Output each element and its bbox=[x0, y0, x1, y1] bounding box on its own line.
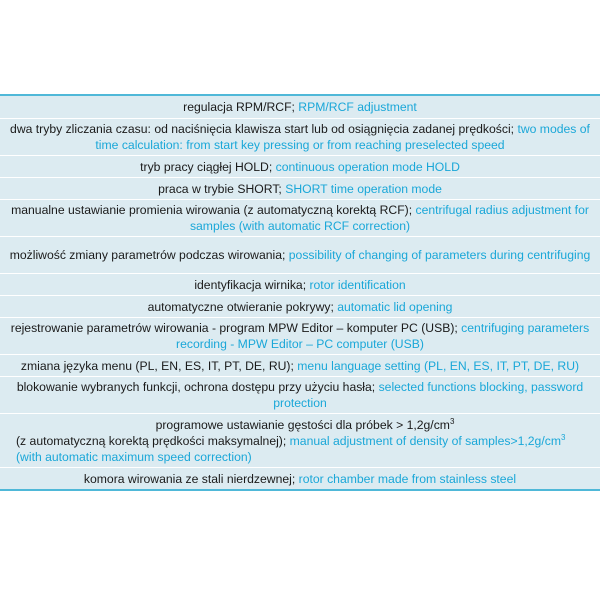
feature-row bbox=[0, 376, 600, 413]
feature-text-en: RPM/RCF adjustment bbox=[298, 100, 417, 114]
feature-text-pl: regulacja RPM/RCF; bbox=[183, 100, 299, 114]
feature-text-pl: manualne ustawianie promienia wirowania (z automatyczną korektą RCF); bbox=[11, 203, 416, 217]
feature-row bbox=[0, 467, 600, 489]
feature-row bbox=[0, 273, 600, 295]
feature-text bbox=[158, 181, 442, 197]
feature-row bbox=[0, 295, 600, 317]
feature-text bbox=[84, 471, 516, 487]
feature-row bbox=[0, 413, 600, 467]
feature-row bbox=[0, 118, 600, 155]
feature-text-pl: praca w trybie SHORT; bbox=[158, 181, 286, 196]
feature-row bbox=[0, 354, 600, 376]
feature-text-pl: tryb pracy ciągłej HOLD; bbox=[140, 159, 276, 174]
feature-row bbox=[0, 155, 600, 177]
feature-text bbox=[6, 320, 594, 352]
superscript-en: 3 bbox=[560, 432, 566, 442]
feature-text-en: menu language setting (PL, EN, ES, IT, PT, DE, RU) bbox=[297, 358, 580, 373]
feature-text-pl: identyfikacja wirnika; bbox=[194, 277, 310, 292]
feature-row bbox=[0, 96, 600, 118]
feature-text-pl: zmiana języka menu (PL, EN, ES, IT, PT, DE, RU); bbox=[20, 358, 298, 373]
feature-text bbox=[6, 121, 594, 153]
feature-text-pl: programowe ustawianie gęstości dla próbek > 1,2g/cm bbox=[155, 417, 450, 432]
feature-text bbox=[6, 202, 594, 234]
feature-text-pl: możliwość zmiany parametrów podczas wirowania; bbox=[9, 248, 289, 262]
feature-text-en: (with automatic maximum speed correction) bbox=[16, 449, 252, 464]
feature-text-pl: dwa tryby zliczania czasu: od naciśnięcia klawisza start lub od osiągnięcia zadanej prędkości; bbox=[10, 122, 518, 136]
feature-text-pl-line bbox=[16, 417, 594, 433]
feature-text-mixed-line bbox=[16, 433, 594, 449]
feature-text-en: rotor chamber made from stainless steel bbox=[298, 471, 517, 486]
feature-text bbox=[6, 417, 594, 465]
feature-text-en: selected functions blocking, password protection bbox=[273, 380, 584, 410]
feature-text-en: possibility of changing of parameters during centrifuging bbox=[288, 248, 591, 262]
feature-text bbox=[6, 379, 594, 411]
feature-text-en: automatic lid opening bbox=[337, 299, 453, 314]
feature-text bbox=[194, 277, 405, 293]
feature-text bbox=[21, 358, 579, 374]
feature-row bbox=[0, 199, 600, 236]
feature-text bbox=[148, 299, 453, 315]
feature-text bbox=[10, 247, 591, 263]
feature-text-en: continuous operation mode HOLD bbox=[275, 159, 460, 174]
feature-text-en: two modes of time calculation: from start key pressing or from reaching preselected speed bbox=[95, 122, 590, 152]
feature-text bbox=[183, 99, 417, 115]
feature-text-en: centrifugal radius adjustment for samples (with automatic RCF correction) bbox=[189, 203, 589, 233]
feature-text bbox=[140, 159, 460, 175]
feature-text-en: SHORT time operation mode bbox=[285, 181, 442, 196]
feature-row bbox=[0, 177, 600, 199]
feature-text-pl: komora wirowania ze stali nierdzewnej; bbox=[83, 471, 299, 486]
feature-text-en: rotor identification bbox=[309, 277, 406, 292]
feature-text-en: centrifuging parameters recording - MPW Editor – PC computer (USB) bbox=[176, 321, 590, 351]
feature-text-pl: blokowanie wybranych funkcji, ochrona dostępu przy użyciu hasła; bbox=[16, 380, 379, 394]
superscript-pl: 3 bbox=[449, 416, 455, 426]
feature-text-pl: automatyczne otwieranie pokrywy; bbox=[147, 299, 338, 314]
feature-row bbox=[0, 236, 600, 273]
feature-text-en: manual adjustment of density of samples>1,2g/cm bbox=[289, 433, 561, 448]
feature-text-pl: (z automatyczną korektą prędkości maksymalnej); bbox=[16, 433, 290, 448]
feature-table bbox=[0, 94, 600, 491]
feature-text-pl: rejestrowanie parametrów wirowania - program MPW Editor – komputer PC (USB); bbox=[10, 321, 462, 335]
feature-row bbox=[0, 317, 600, 354]
